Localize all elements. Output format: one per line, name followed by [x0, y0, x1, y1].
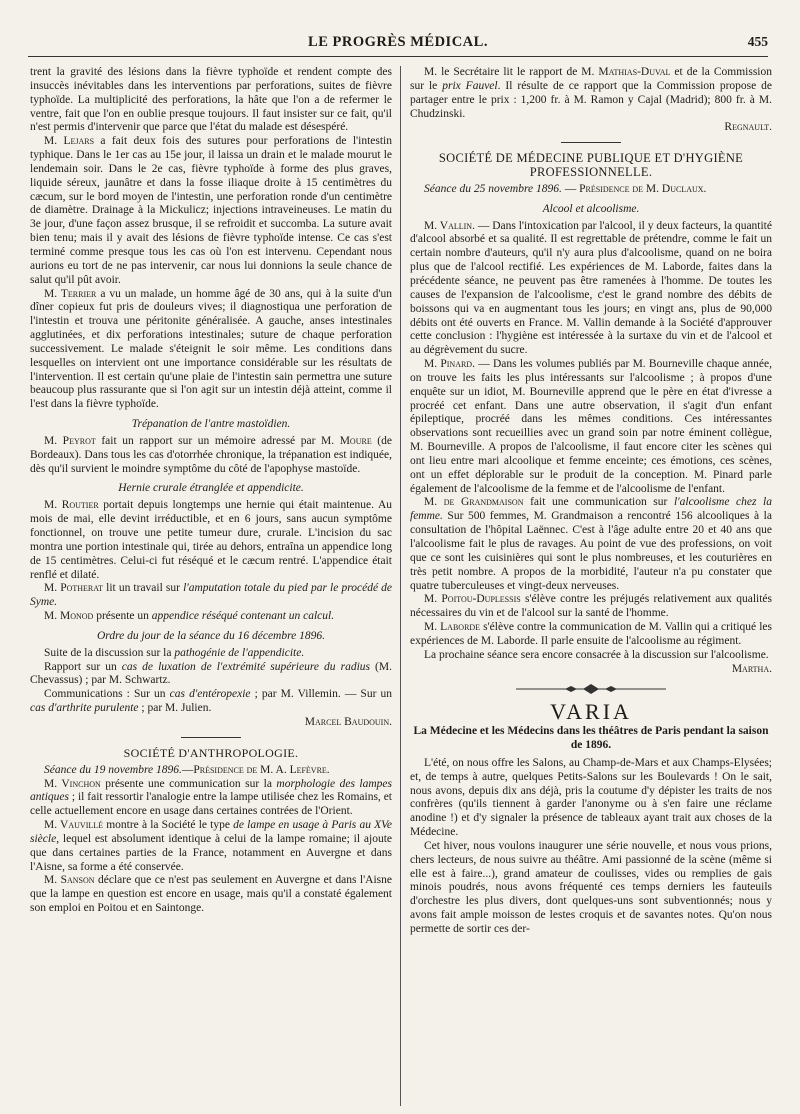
italic-title: cas d'arthrite purulente: [30, 702, 139, 715]
signature: [410, 121, 772, 135]
author-name: M. Laborde: [424, 621, 481, 634]
author-name: M. Vinchon: [44, 777, 101, 790]
paragraph-text: et de la Commission sur le: [410, 66, 772, 92]
column-divider: [400, 66, 401, 1106]
author-name: M. Vallin.: [424, 219, 475, 232]
paragraph-text: (M. Chevassus) ; par M. Schwartz.: [30, 660, 392, 687]
paragraph-text: a vu un malade, un homme âgé de 30 ans, qui à la suite d'un dîner copieux fut pris de douleurs vives; il diagnostiqua une perforation de l'intestin et trouva une péritonite généralisée. A gauche, anses intestinales agglutinées, et dix perforations intestinales; suture de chaque perforation successivement. Le malade s'éteignit le soir même. Les conditions dans lesquelles on intervient ont une importance considérable sur les résultats de l'intervention. Il est certain qu'une plaie de l'intestin sain permettra une suture beaucoup plus rassurante que si l'on agit sur un intestin déjà atteint, comme il l'est dans la fièvre typhoïde.: [30, 287, 392, 411]
agenda-item: [30, 647, 392, 661]
session-line: [410, 183, 772, 197]
paragraph-text: Rapport sur un: [44, 660, 122, 673]
paragraph-text: déclare que ce n'est pas seulement en Auvergne et dans l'Aisne que la lampe en question est encore en usage, mais qu'il a constaté également son emploi en Poitou et en Saintonge.: [30, 874, 392, 915]
signature-text: Regnault.: [724, 121, 772, 134]
author-name: Mathias-Duval: [598, 66, 671, 78]
agenda-item: [30, 688, 392, 716]
paragraph: L'été, on nous offre les Salons, au Champ-de-Mars et aux Champs-Elysées; et, de temps à autre, quelques Petits-Salons sur les Boulevards ! On le sait, nous avons, depuis dix ans déjà, pris la coutume d'y dépister les traits de nos confrères (qu'ils tiennent à garder l'anonyme ou à s'en faire une réclame anodine !) et d'y signaler la présence de tableaux ayant trait aux choses de la Médecine.: [410, 756, 772, 839]
paragraph: [30, 778, 392, 820]
agenda-item: [30, 661, 392, 689]
italic-title: pathogénie de l'appendicite.: [174, 646, 305, 659]
author-name: M. Peyrot: [44, 434, 96, 447]
paragraph-text: (de Bordeaux). Dans tous les cas d'otorrhée chronique, la trépanation est indiquée, dès qu'il survient le moindre symptôme du côté de l'apophyse mastoïde.: [30, 434, 392, 475]
italic-title: appendice réséqué contenant un calcul.: [151, 610, 335, 623]
paragraph-text: présente une communication sur la: [100, 777, 277, 790]
paragraph: [30, 874, 392, 916]
section-rule: [561, 142, 621, 143]
session-date: Séance du 19 novembre 1896.: [44, 763, 182, 776]
page-number: 455: [747, 34, 768, 49]
section-subheading: Hernie crurale étranglée et appendicite.: [118, 482, 304, 495]
paragraph-text: — Dans les volumes publiés par M. Bourneville chaque année, on trouve les faits les plus intéressants sur l'alcoolisme ; à propos d'une enquête sur un idiot, M. Bourneville apprend que le père en état d'ivresse a procréé cet enfant. Dans une autre observation, il s'agit d'un enfant épileptique, procréé dans les mêmes conditions. Ces intéressantes observations sont recueillies avec un grand soin par notre éminent collègue, M. Bourneville. A propos de l'alcoolisme, il faut encore citer les scènes qui ont lieu entre mari alcoolique et femme enceinte; ces émotions, ces scènes, ont un effet déplorable sur le produit de la conception. M. Pinard parle également de l'alcoolisme de la femme et de l'alcoolisme de l'enfant.: [410, 358, 772, 495]
author-name: M. Sanson: [44, 874, 95, 887]
page-header: [28, 30, 768, 57]
section-rule: [181, 737, 241, 738]
article-title: La Médecine et les Médecins dans les théâtres de Paris pendant la saison de 1896.: [413, 725, 769, 751]
italic-title: l'alcoolisme chez la femme.: [410, 496, 772, 523]
session-president: —Présidence de M. A. Lefèvre.: [181, 763, 330, 776]
paragraph-text: montre à la Société le type: [103, 819, 234, 832]
paragraph: [30, 135, 392, 287]
paragraph: [30, 582, 392, 610]
paragraph-text: M. le Secrétaire lit le rapport de M.: [424, 66, 599, 78]
paragraph: [410, 358, 772, 496]
session-line: [30, 764, 392, 778]
paragraph-text: Communications : Sur un: [44, 688, 170, 701]
author-name: M. Routier: [44, 499, 99, 512]
ornament-divider: [410, 684, 772, 699]
paragraph-text: s'élève contre la communication de M. Vallin qui a critiqué les expériences de M. Laborde. Il parle ensuite de l'alcoolisme au régiment.: [410, 621, 772, 647]
section-title: SOCIÉTÉ D'ANTHROPOLOGIE.: [123, 745, 299, 760]
paragraph-text: Sur 500 femmes, M. Grandmaison a rencontré 156 alcooliques à la consultation de l'hôpital Laënnec. C'est à l'âge adulte entre 20 et 40 ans que l'alcoolisme fait le plus de ravages. Au point de vue des professions, on voit que ce sont les cuisinières qui sont le plus nombreuses, et les couturières en très petit nombre. A propos de la morbidité, l'auteur n'a pu constater que quatre tuberculeuses et vingt-deux nerveuses.: [410, 510, 772, 592]
paragraph: [410, 220, 772, 358]
author-name: M. Poitou-Duplessis: [424, 593, 521, 606]
paragraph-text: ; par M. Villemin. — Sur un: [250, 688, 392, 701]
paragraph: [30, 610, 392, 624]
signature: [30, 716, 392, 730]
paragraph: trent la gravité des lésions dans la fièvre typhoïde et rendent compte des insuccès inévitables dans les interventions par perforations, suites de fièvre typhoïde. La multiplicité des perforations, la hâte que l'on a de refermer le ventre, fait que l'on en oublie presque toujours. Il faut insister sur ce fait, qu'il n'est permis d'intervenir que parce que l'état du malade est désespéré.: [30, 66, 392, 134]
italic-title: cas de luxation de l'extrémité supérieure du radius: [121, 660, 370, 673]
paragraph-text: a fait deux fois des sutures pour perforations de l'intestin typhique. Dans le 1er cas au 15e jour, il laissa un drain et le malade mourut le lendemain soir. Dans le 2e cas, fièvre typhoïde à forme des plus graves, liquide séreux, jaunâtre et dans la fosse iliaque droite à 15 centimètres du cæcum, sur le bord moyen de l'intestin, une perforation ronde d'un centimètre de diamètre. Drainage à la Mickulicz; injections intraveineuses. Le matin du 3e jour, d'une façon assez brusque, il se refroidit et succomba. La suture avait bien tenu; mais il y avait des lésions de fièvre typhoïde intense. Ce cas s'est terminé comme presque tous les cas où l'on est intervenu. Cependant nous aurions eu tort de ne pas intervenir, car nous lui donnions la seule chance de salut qu'il pût avoir.: [30, 135, 392, 286]
section-subheading: Alcool et alcoolisme.: [542, 202, 640, 215]
session-date: Séance du 25 novembre 1896.: [424, 182, 562, 195]
paragraph-text: ; par M. Julien.: [138, 702, 212, 715]
paragraph-text: — Dans l'intoxication par l'alcool, il y deux facteurs, la quantité d'alcool absorbé et sa qualité. Il est regrettable de prétendre, comme le fait un certain nombre d'auteurs, qu'il n'y aura plus d'alcoolisme, quand on ne boira plus que de l'alcool rectifié. Les expériences de M. Laborde, faites dans la précédente séance, ne peuvent pas être ramenées à l'homme. De toutes les causes de l'expansion de l'alcoolisme, c'est le grand nombre des débits de boissons qui va en augmentant tous les jours; en vingt ans, plus de 90,000 débits ont été ouverts en France. M. Vallin demande à la Société d'approuver cette conclusion : l'hygiène est intéressée à la surtaxe du vin et de l'alcool et au dégrèvement du sucre.: [410, 219, 772, 357]
author-name: M. Pinard.: [424, 358, 475, 371]
paragraph: [30, 288, 392, 413]
italic-title: l'amputation totale du pied par le procédé de Syme.: [30, 582, 392, 609]
paragraph-text: s'élève contre les préjugés relativement aux qualités nécessaires du vin et de l'alcool sur la santé de l'homme.: [410, 593, 772, 620]
paragraph: [30, 819, 392, 874]
paragraph-text: ; il fait ressortir l'analogie entre la lampe utilisée chez les Romains, et celle actuellement encore en usage dans certaines contrées de l'Orient.: [30, 791, 392, 818]
agenda-heading: Ordre du jour de la séance du 16 décembre 1896.: [96, 629, 326, 642]
paragraph-text: Suite de la discussion sur la: [44, 646, 175, 659]
author-name: M. Terrier: [44, 287, 97, 300]
paragraph: [410, 621, 772, 649]
author-name: M. Monod: [44, 610, 94, 623]
paragraph: [410, 66, 772, 121]
paragraph-text: fait un rapport sur un mémoire adressé par M.: [95, 434, 340, 447]
italic-title: morphologie des lampes antiques: [30, 777, 392, 804]
author-name: Moure: [339, 434, 372, 447]
paragraph-text: portait depuis longtemps une hernie qui était maintenue. Au mois de mai, elle devint irréductible, et en 6 jours, sans aucun symptôme fonctionnel, on trouve une petite tumeur dure, crurale. L'incision du sac montra une portion intestinale qui, tirée au dehors, entraîna un appendice long de 15 centimètres. Celui-ci fut réséqué et le cæcum rentré. L'appendice était renflé et dilaté.: [30, 499, 392, 581]
author-name: M. Lejars: [44, 135, 95, 148]
italic-title: cas d'entéropexie: [169, 688, 251, 701]
italic-title: de lampe en usage à Paris au XVe siècle: [30, 819, 392, 845]
signature: [410, 663, 772, 677]
paragraph: [30, 499, 392, 582]
journal-title: LE PROGRÈS MÉDICAL.: [308, 34, 488, 50]
paragraph-text: lit un travail sur: [103, 582, 184, 595]
right-column: [410, 66, 772, 1106]
author-name: M. de Grandmaison: [424, 496, 524, 509]
paragraph-text: . Il résulte de ce rapport que la Commission propose de partager entre le prix : 1,200 fr. à M. Ramon y Cajal (Madrid); 800 fr. à M. Chudzinski.: [410, 79, 772, 120]
paragraph-text: présente un: [93, 610, 152, 623]
paragraph: [30, 435, 392, 477]
signature-text: Marcel Baudouin.: [304, 715, 392, 728]
ornament-icon: [516, 684, 666, 694]
section-title: SOCIÉTÉ DE MÉDECINE PUBLIQUE ET D'HYGIÈNE PROFESSIONNELLE.: [438, 151, 744, 180]
author-name: M. Potherat: [44, 582, 104, 595]
italic-title: prix Fauvel: [442, 79, 498, 92]
paragraph-text: , lequel est absolument identique à celui de la lampe romaine; il ajoute que dans certaines parties de la France, notamment en Auvergne et dans l'Aisne, sa forme a été conservée.: [30, 832, 392, 873]
signature-text: Martha.: [731, 662, 772, 675]
varia-heading: VARIA: [550, 699, 632, 725]
author-name: M. Vauvillé: [44, 819, 104, 832]
left-column: [30, 66, 392, 1106]
paragraph: [410, 593, 772, 621]
section-subheading: Trépanation de l'antre mastoïdien.: [131, 418, 291, 431]
paragraph: Cet hiver, nous voulons inaugurer une série nouvelle, et nous vous prions, chers lecteurs, de nous suivre au théâtre. Ami passionné de la scène (même si elle est à faire...), grand amateur de coulisses, vides ou remplies de gais minois poudrés, nous avons fréquenté ces temps derniers les fauteuils d'orchestre les plus divers, dont quelques-uns sont subventionnés; nous y avons fait ample moisson de lestes croquis et de savantes notes. Qu'on nous permette de sortir ces der-: [410, 839, 772, 935]
paragraph-text: fait une communication sur: [523, 496, 674, 509]
paragraph: [410, 496, 772, 593]
paragraph: La prochaine séance sera encore consacrée à la discussion sur l'alcoolisme.: [424, 648, 769, 661]
session-president: — Présidence de M. Duclaux.: [561, 182, 707, 195]
